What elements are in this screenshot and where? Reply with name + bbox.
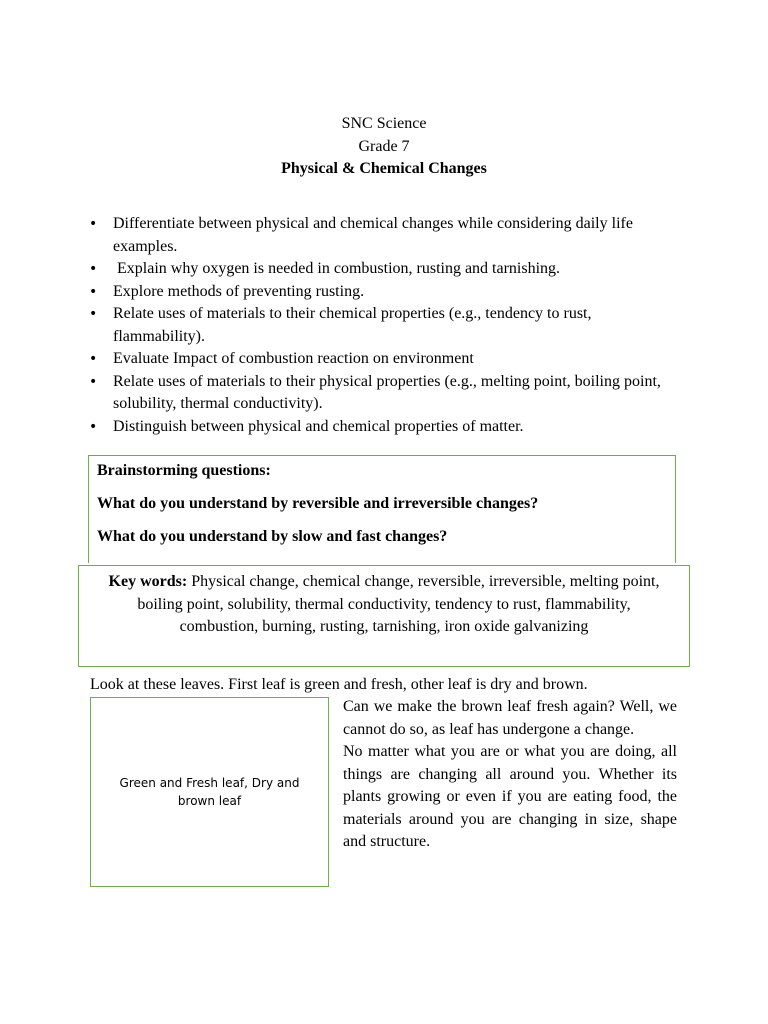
key-words-label: Key words: [108,573,188,590]
change-paragraph: Can we make the brown leaf fresh again? Well, we cannot do so, as leaf has undergone a change. [343,698,677,738]
brainstorming-question: What do you understand by reversible and irreversible changes? [97,495,539,512]
brainstorming-box [88,455,676,563]
objective-item: • Evaluate Impact of combustion reaction on environment [113,348,673,371]
change-paragraph: No matter what you are or what you are doing, all things are changing all around you. Whether its plants growing or even if you are eating food, the materials around you are changing in size, shape and structure. [343,743,677,850]
leaves-image-caption: Green and Fresh leaf, Dry and brown leaf [119,776,300,808]
leaves-intro-text: Look at these leaves. First leaf is green and fresh, other leaf is dry and brown. [90,676,588,693]
objective-item: • Relate uses of materials to their chemical properties (e.g., tendency to rust, flammability). [113,303,673,348]
objective-item: • Relate uses of materials to their physical properties (e.g., melting point, boiling point, solubility, thermal conductivity). [113,371,673,416]
brainstorming-question: What do you understand by slow and fast changes? [97,528,448,545]
key-words-text: Physical change, chemical change, reversible, irreversible, melting point, boiling point, solubility, thermal conductivity, tendency to rust, flammability, combustion, burning, rusting, tarnishing, iron oxide galvanizing [137,573,660,635]
course-name: SNC Science [341,115,427,132]
key-words-box [78,565,690,667]
grade-level: Grade 7 [358,137,410,155]
page-title: Physical & Chemical Changes [281,160,487,177]
change-explanation [343,696,677,854]
learning-objectives-list [113,213,673,438]
brainstorming-heading: Brainstorming questions: [97,462,271,479]
objective-item: • Differentiate between physical and chemical changes while considering daily life examples. [113,213,673,258]
document-header [0,113,768,181]
objective-item: • Distinguish between physical and chemical properties of matter. [113,416,673,439]
objective-item: • Explain why oxygen is needed in combustion, rusting and tarnishing. [113,258,673,281]
leaves-image-placeholder [90,697,329,887]
objective-item: • Explore methods of preventing rusting. [113,281,673,304]
